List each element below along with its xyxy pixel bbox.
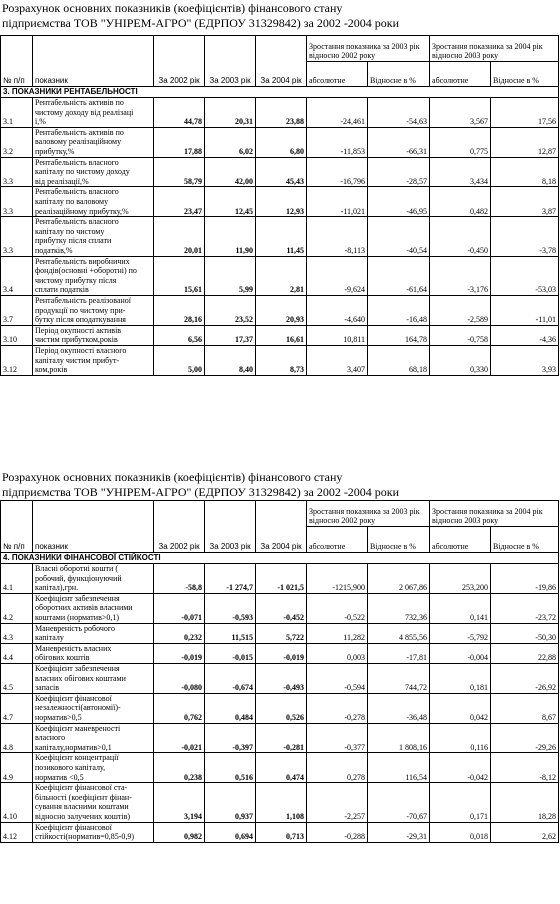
header-num: № п/п (1, 36, 33, 87)
indicator-name-line: чистим прибутком,років (35, 335, 118, 345)
value-2002: 58,79 (154, 157, 205, 187)
header-abs-2004: абсолютне (430, 527, 491, 553)
indicator-name-line: оборотних активів власними (35, 603, 133, 613)
abs-growth-2004: 3,567 (430, 98, 491, 128)
rel-growth-2004: -26,92 (491, 663, 559, 693)
rel-growth-2003: 744,72 (368, 663, 430, 693)
abs-growth-2003: -16,796 (307, 157, 368, 187)
value-2003: -0,015 (205, 643, 256, 663)
abs-growth-2004: 0,171 (430, 783, 491, 822)
value-2002: 0,232 (154, 623, 205, 643)
indicator-name-line: робочий, функціонуючий (35, 573, 122, 583)
indicator-name-line: бутку після оподаткування (35, 315, 126, 325)
value-2002: -0,019 (154, 643, 205, 663)
rel-growth-2004: 2,62 (491, 822, 559, 842)
indicator-name-line: Коефіцієнт забезпечення (35, 593, 120, 603)
indicator-name-line: капітал),грн. (35, 583, 79, 593)
row-number: 4.7 (1, 693, 33, 723)
row-indicator-name (33, 325, 154, 345)
rel-growth-2004: -4,36 (491, 325, 559, 345)
indicator-name-line: прибутку,% (35, 147, 75, 156)
table1-title-line1: Розрахунок основних показників (коефіцієнтів) фінансового стану (2, 1, 343, 15)
rel-growth-2004: -3,78 (491, 217, 559, 256)
indicator-name-line: Коефіцієнт фінансової ста- (35, 783, 128, 793)
indicator-name-line: власних обігових коштами (35, 673, 126, 683)
value-2003: 11,90 (205, 217, 256, 256)
table-row (1, 564, 559, 594)
row-indicator-name (33, 345, 154, 375)
row-indicator-name (33, 753, 154, 783)
indicator-name-line: більності (коефіцієнт фінан- (35, 792, 132, 802)
row-indicator-name (33, 187, 154, 217)
indicator-name-line: прибутку після сплати (35, 236, 112, 246)
header-rel-2003: Відносне в % (368, 527, 430, 553)
abs-growth-2003: -4,640 (307, 295, 368, 325)
row-indicator-name (33, 723, 154, 753)
value-2003: 5,99 (205, 256, 256, 295)
rel-growth-2004: 3,93 (491, 345, 559, 375)
value-2003: 11,515 (205, 623, 256, 643)
table-row (1, 127, 559, 157)
value-2004: 8,73 (256, 345, 307, 375)
indicator-name-line: Рентабельність реалізованої (35, 295, 131, 305)
table-row (1, 295, 559, 325)
abs-growth-2003: -11,021 (307, 187, 368, 217)
rel-growth-2004: 17,56 (491, 98, 559, 128)
table-row (1, 753, 559, 783)
abs-growth-2004: 0,018 (430, 822, 491, 842)
rel-growth-2004: -11,01 (491, 295, 559, 325)
indicator-name-line: капіталу,норматив>0,1 (35, 742, 112, 752)
indicator-name-line: Маневреність власних (35, 643, 112, 653)
indicator-name-line: капіталу по валовому (35, 197, 109, 206)
indicator-name-line: норматив <0,5 (35, 772, 84, 782)
indicator-name-line: ком,років (35, 365, 68, 375)
indicator-name-line: стійкості(норматив=0,85-0,9) (35, 832, 135, 842)
indicator-name-line: власного (35, 733, 66, 743)
abs-growth-2003: 3,407 (307, 345, 368, 375)
indicator-name-line: продукції по чистому при- (35, 305, 126, 315)
value-2004: -1 021,5 (256, 564, 307, 594)
value-2002: 28,16 (154, 295, 205, 325)
abs-growth-2004: -0,042 (430, 753, 491, 783)
header-abs-2004: абсолютне (430, 62, 491, 87)
value-2002: 0,762 (154, 693, 205, 723)
table-row (1, 256, 559, 295)
header-rel-2004: Відносне в % (491, 62, 559, 87)
rel-growth-2003: 1 808,16 (368, 723, 430, 753)
rel-growth-2004: 12,87 (491, 127, 559, 157)
row-number: 4.2 (1, 593, 33, 623)
section-title: 3. ПОКАЗНИКИ РЕНТАБЕЛЬНОСТІ (1, 87, 559, 98)
header-rel-2003: Відносне в % (368, 62, 430, 87)
row-number: 3.10 (1, 325, 33, 345)
abs-growth-2004: 0,042 (430, 693, 491, 723)
indicator-name-line: норматив>0,5 (35, 712, 82, 722)
abs-growth-2004: -3,176 (430, 256, 491, 295)
row-number: 4.3 (1, 623, 33, 643)
rel-growth-2004: -23,72 (491, 593, 559, 623)
value-2003: 6,02 (205, 127, 256, 157)
row-number: 3.3 (1, 157, 33, 187)
value-2002: 15,61 (154, 256, 205, 295)
row-number: 3.12 (1, 345, 33, 375)
value-2002: 17,88 (154, 127, 205, 157)
value-2004: 5,722 (256, 623, 307, 643)
header-2004: За 2004 рік (256, 501, 307, 553)
indicator-name-line: Рентабельність власного (35, 187, 119, 197)
value-2004: 0,526 (256, 693, 307, 723)
value-2004: -0,281 (256, 723, 307, 753)
table2-title-line1: Розрахунок основних показників (коефіцієнтів) фінансового стану (2, 470, 343, 484)
value-2002: -0,080 (154, 663, 205, 693)
rel-growth-2003: -36,48 (368, 693, 430, 723)
value-2003: -0,674 (205, 663, 256, 693)
table-row (1, 157, 559, 187)
rel-growth-2004: 18,28 (491, 783, 559, 822)
value-2004: 16,61 (256, 325, 307, 345)
row-number: 4.8 (1, 723, 33, 753)
rel-growth-2003: -54,63 (368, 98, 430, 128)
header-row (1, 36, 559, 62)
indicator-name-line: валовому реалізаційному (35, 137, 122, 147)
indicator-name-line: коштами (норматив>0,1) (35, 613, 120, 622)
header-2003: За 2003 рік (205, 36, 256, 87)
value-2003: 0,516 (205, 753, 256, 783)
table-row (1, 783, 559, 822)
table2-body (1, 564, 559, 843)
indicator-name-line: Рентабельність виробничих (35, 256, 130, 266)
value-2004: 2,81 (256, 256, 307, 295)
abs-growth-2004: 253,200 (430, 564, 491, 594)
row-number: 3.4 (1, 256, 33, 295)
table-row (1, 187, 559, 217)
row-indicator-name (33, 593, 154, 623)
value-2004: -0,452 (256, 593, 307, 623)
header-rel-2004: Відносне в % (491, 527, 559, 553)
header-abs-2003: абсолютне (307, 62, 368, 87)
indicator-name-line: Рентабельність власного (35, 217, 119, 227)
table-row (1, 723, 559, 753)
indicator-name-line: обігових коштів (35, 653, 90, 663)
table-row (1, 217, 559, 256)
rel-growth-2003: -29,31 (368, 822, 430, 842)
rel-growth-2003: -17,81 (368, 643, 430, 663)
abs-growth-2003: 0,278 (307, 753, 368, 783)
rel-growth-2003: -70,67 (368, 783, 430, 822)
rel-growth-2004: 22,88 (491, 643, 559, 663)
table2-financial-stability (0, 500, 559, 843)
row-number: 3.1 (1, 98, 33, 128)
row-indicator-name (33, 822, 154, 842)
row-indicator-name (33, 783, 154, 822)
value-2002: 0,982 (154, 822, 205, 842)
value-2004: 0,713 (256, 822, 307, 842)
value-2004: 12,93 (256, 187, 307, 217)
row-number: 4.10 (1, 783, 33, 822)
abs-growth-2004: 0,116 (430, 723, 491, 753)
value-2003: -0,593 (205, 593, 256, 623)
indicator-name-line: від реалізації,% (35, 176, 89, 186)
rel-growth-2004: 3,87 (491, 187, 559, 217)
value-2002: -0,071 (154, 593, 205, 623)
rel-growth-2004: -50,30 (491, 623, 559, 643)
rel-growth-2003: -46,95 (368, 187, 430, 217)
abs-growth-2003: -0,594 (307, 663, 368, 693)
value-2003: 0,484 (205, 693, 256, 723)
abs-growth-2003: -0,288 (307, 822, 368, 842)
row-indicator-name (33, 663, 154, 693)
value-2002: 44,78 (154, 98, 205, 128)
row-indicator-name (33, 157, 154, 187)
header-growth-2004: Зростання показника за 2004 рік відносно 2003 року (430, 501, 559, 527)
indicator-name-line: фондів(основні +оборотні) по (35, 266, 137, 276)
row-number: 4.1 (1, 564, 33, 594)
abs-growth-2004: 0,775 (430, 127, 491, 157)
value-2002: 20,01 (154, 217, 205, 256)
value-2002: 6,56 (154, 325, 205, 345)
table-row (1, 693, 559, 723)
abs-growth-2004: -0,758 (430, 325, 491, 345)
header-2004: За 2004 рік (256, 36, 307, 87)
row-indicator-name (33, 256, 154, 295)
header-num: № п/п (1, 501, 33, 553)
abs-growth-2004: 3,434 (430, 157, 491, 187)
table-row (1, 325, 559, 345)
value-2003: 23,52 (205, 295, 256, 325)
value-2002: 23,47 (154, 187, 205, 217)
abs-growth-2003: -24,461 (307, 98, 368, 128)
indicator-name-line: чистому доходу від реалізаці (35, 107, 134, 117)
header-growth-2004: Зростання показника за 2004 рік відносно 2003 року (430, 36, 559, 62)
row-number: 3.3 (1, 217, 33, 256)
rel-growth-2003: -16,48 (368, 295, 430, 325)
abs-growth-2004: 0,181 (430, 663, 491, 693)
rel-growth-2003: 4 855,56 (368, 623, 430, 643)
indicator-name-line: Коефіцієнт забезпечення (35, 663, 120, 673)
value-2003: 0,694 (205, 822, 256, 842)
section-row (1, 87, 559, 98)
row-number: 4.5 (1, 663, 33, 693)
row-indicator-name (33, 643, 154, 663)
table1-body (1, 98, 559, 376)
indicator-name-line: сування власними коштами (35, 802, 129, 812)
abs-growth-2003: -9,624 (307, 256, 368, 295)
row-indicator-name (33, 98, 154, 128)
rel-growth-2004: -53,03 (491, 256, 559, 295)
row-indicator-name (33, 564, 154, 594)
value-2002: -58,8 (154, 564, 205, 594)
abs-growth-2003: -0,522 (307, 593, 368, 623)
indicator-name-line: капіталу чистим прибут- (35, 355, 120, 365)
indicator-name-line: Рентабельність активів по (35, 98, 124, 108)
value-2002: 0,238 (154, 753, 205, 783)
indicator-name-line: Період окупності активів (35, 325, 122, 335)
rel-growth-2004: 8,18 (491, 157, 559, 187)
indicator-name-line: Коефіцієнт маневреності (35, 723, 121, 733)
indicator-name-line: Власні оборотні кошти ( (35, 564, 118, 574)
value-2004: 23,88 (256, 98, 307, 128)
rel-growth-2004: -8,12 (491, 753, 559, 783)
row-number: 4.4 (1, 643, 33, 663)
value-2003: -0,397 (205, 723, 256, 753)
indicator-name-line: чистому прибутку після (35, 275, 117, 285)
table-row (1, 623, 559, 643)
rel-growth-2003: 116,54 (368, 753, 430, 783)
table1-profitability (0, 35, 559, 376)
indicator-name-line: сплати податків (35, 285, 89, 295)
table-row (1, 345, 559, 375)
row-indicator-name (33, 217, 154, 256)
rel-growth-2004: 8,67 (491, 693, 559, 723)
value-2004: -0,493 (256, 663, 307, 693)
indicator-name-line: відносно залучених коштів) (35, 811, 131, 821)
row-number: 3.2 (1, 127, 33, 157)
value-2004: 6,80 (256, 127, 307, 157)
abs-growth-2003: -2,257 (307, 783, 368, 822)
table2-title-line2: підприємства ТОВ "УНІРЕМ-АГРО" (ЕДРПОУ 31329842) за 2002 -2004 роки (2, 485, 400, 499)
table-row (1, 643, 559, 663)
indicator-name-line: Рентабельність власного (35, 157, 119, 167)
table-row (1, 663, 559, 693)
value-2003: 20,31 (205, 98, 256, 128)
section-title: 4. ПОКАЗНИКИ ФІНАНСОВОЇ СТІЙКОСТІ (1, 553, 559, 564)
header-2003: За 2003 рік (205, 501, 256, 553)
indicator-name-line: капіталу (35, 633, 64, 643)
header-2002: За 2002 рік (154, 36, 205, 87)
value-2003: 17,37 (205, 325, 256, 345)
rel-growth-2003: -40,54 (368, 217, 430, 256)
rel-growth-2003: -61,64 (368, 256, 430, 295)
table1-title-line2: підприємства ТОВ "УНІРЕМ-АГРО" (ЕДРПОУ 31329842) за 2002 -2004 роки (2, 16, 400, 30)
header-growth-2003: Зростання показника за 2003 рік відносно 2002 року (307, 501, 430, 527)
abs-growth-2004: 0,141 (430, 593, 491, 623)
table-row (1, 98, 559, 128)
abs-growth-2004: -5,792 (430, 623, 491, 643)
abs-growth-2004: 0,330 (430, 345, 491, 375)
abs-growth-2003: 0,003 (307, 643, 368, 663)
row-indicator-name (33, 693, 154, 723)
row-indicator-name (33, 295, 154, 325)
row-indicator-name (33, 623, 154, 643)
header-growth-2003: Зростання показника за 2003 рік відносно 2002 року (307, 36, 430, 62)
indicator-name-line: Коефіцієнт фінансової (35, 822, 112, 832)
rel-growth-2003: 732,36 (368, 593, 430, 623)
abs-growth-2003: 11,282 (307, 623, 368, 643)
abs-growth-2003: -8,113 (307, 217, 368, 256)
value-2003: 8,40 (205, 345, 256, 375)
table-row (1, 593, 559, 623)
value-2003: -1 274,7 (205, 564, 256, 594)
indicator-name-line: ї,% (35, 117, 46, 127)
rel-growth-2004: -19,86 (491, 564, 559, 594)
value-2003: 12,45 (205, 187, 256, 217)
value-2004: 0,474 (256, 753, 307, 783)
row-indicator-name (33, 127, 154, 157)
value-2003: 42,00 (205, 157, 256, 187)
indicator-name-line: Рентабельність активів по (35, 127, 124, 137)
row-number: 4.9 (1, 753, 33, 783)
indicator-name-line: реалізаційному прибутку,% (35, 206, 129, 216)
rel-growth-2004: -29,26 (491, 723, 559, 753)
rel-growth-2003: -28,57 (368, 157, 430, 187)
abs-growth-2004: -0,450 (430, 217, 491, 256)
table-row (1, 822, 559, 842)
abs-growth-2003: -1215,900 (307, 564, 368, 594)
value-2004: 20,93 (256, 295, 307, 325)
header-name: показник (33, 501, 154, 553)
indicator-name-line: запасів (35, 683, 59, 693)
rel-growth-2003: 68,18 (368, 345, 430, 375)
value-2004: 1,108 (256, 783, 307, 822)
abs-growth-2003: -0,278 (307, 693, 368, 723)
rel-growth-2003: -66,31 (368, 127, 430, 157)
row-number: 3.7 (1, 295, 33, 325)
value-2002: -0,021 (154, 723, 205, 753)
abs-growth-2004: -2,589 (430, 295, 491, 325)
value-2002: 5,00 (154, 345, 205, 375)
indicator-name-line: позикового капіталу, (35, 762, 106, 772)
abs-growth-2004: -0,004 (430, 643, 491, 663)
abs-growth-2004: 0,482 (430, 187, 491, 217)
indicator-name-line: незалежності(автономії)- (35, 703, 121, 713)
value-2002: 3,194 (154, 783, 205, 822)
header-abs-2003: абсолютне (307, 527, 368, 553)
value-2004: 11,45 (256, 217, 307, 256)
abs-growth-2003: -11,853 (307, 127, 368, 157)
header-name: показник (33, 36, 154, 87)
row-number: 4.12 (1, 822, 33, 842)
abs-growth-2003: -0,377 (307, 723, 368, 753)
indicator-name-line: податків,% (35, 245, 73, 255)
header-row (1, 501, 559, 527)
header-2002: За 2002 рік (154, 501, 205, 553)
indicator-name-line: Коефіцієнт концентрації (35, 753, 119, 763)
rel-growth-2003: 2 067,86 (368, 564, 430, 594)
row-number: 3.3 (1, 187, 33, 217)
indicator-name-line: капіталу по чистому (35, 226, 105, 236)
section-row (1, 553, 559, 564)
rel-growth-2003: 164,78 (368, 325, 430, 345)
value-2003: 0,937 (205, 783, 256, 822)
value-2004: 45,43 (256, 157, 307, 187)
indicator-name-line: Маневреність робочого (35, 623, 115, 633)
indicator-name-line: Коефіцієнт фінансової (35, 693, 112, 703)
indicator-name-line: капіталу по чистому доходу (35, 167, 130, 177)
value-2004: -0,019 (256, 643, 307, 663)
indicator-name-line: Період окупності власного (35, 345, 127, 355)
abs-growth-2003: 10,811 (307, 325, 368, 345)
